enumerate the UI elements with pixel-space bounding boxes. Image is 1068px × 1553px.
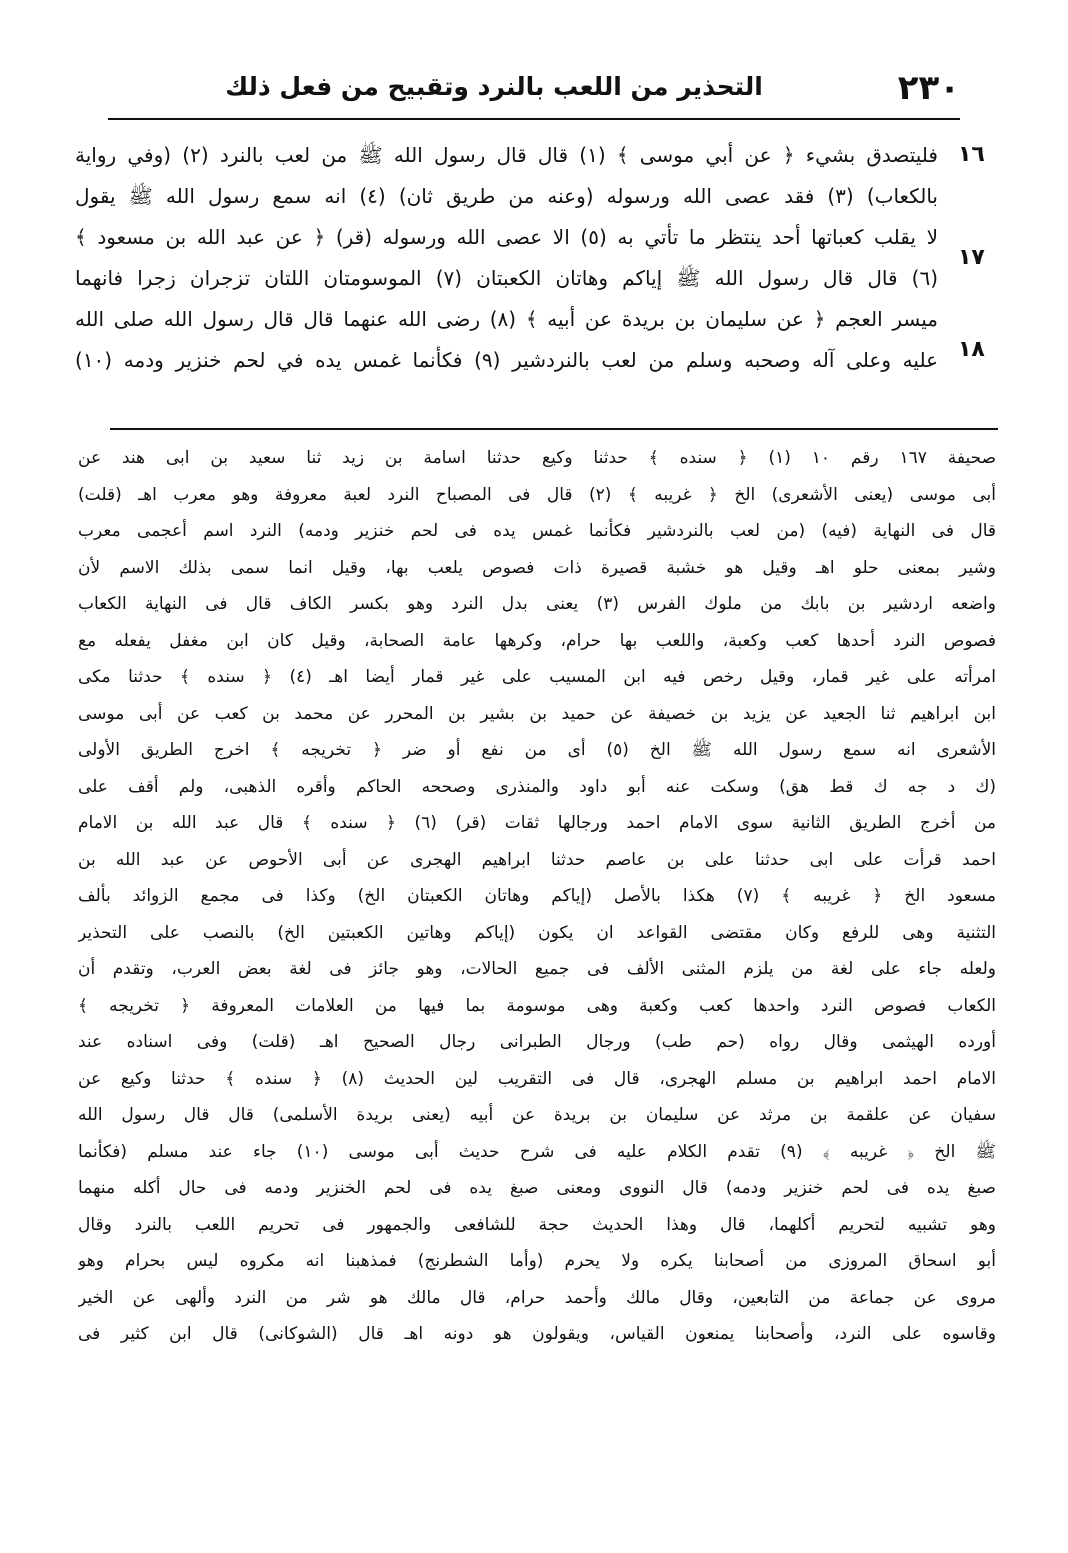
footnote-line: أبو اسحاق المروزى من أصحابنا يكره ولا يحرم (وأما الشطرنج) فمذهبنا انه مكروه ليس بحرام وهو <box>78 1251 996 1271</box>
page-number: ٢٣٠ <box>897 68 960 108</box>
footnote-line: التثنية وهى للرفع وكان مقتضى القواعد ان يكون (إياكم وهاتين الكعبتين الخ) بالنصب على التحذير <box>78 922 996 943</box>
footnote-line: ﷺ الخ ﴿ غريبه ﴾ (٩) تقدم الكلام عليه فى شرح حديث أبى موسى (١٠) جاء عند مسلم (فكأنما <box>78 1141 996 1162</box>
main-text-line: ميسر العجم ﴿ عن سليمان بن بريدة عن أبيه ﴾ (٨) رضى الله عنهما قال قال رسول الله صلى الله <box>75 307 938 331</box>
footnote-line: الكعاب فصوص النرد واحدها كعب وكعبة وهى موسومة بما فيها من العلامات المعروفة ﴿ تخريجه ﴾ <box>78 995 996 1016</box>
main-text-line: لا يقلب كعباتها أحد ينتظر ما تأتي به (٥) الا عصى الله ورسوله (قر) ﴿ عن عبد الله بن مسعود ﴾ <box>75 225 938 249</box>
footnote-line: صحيفة ١٦٧ رقم ١٠ (١) ﴿ سنده ﴾ حدثنا وكيع حدثنا اسامة بن زيد ثنا سعيد بن ابى هند عن <box>78 448 996 468</box>
footnote-line: احمد قرأت على ابى حدثنا على بن عاصم حدثنا ابراهيم الهجرى عن أبى الأحوص عن عبد الله بن <box>78 849 996 870</box>
footnote-line: الامام احمد ابراهيم بن مسلم الهجرى، قال فى التقريب لين الحديث (٨) ﴿ سنده ﴾ حدثنا وكيع عن <box>78 1068 996 1089</box>
line-number: ١٦ <box>958 142 985 167</box>
main-text-line: (٦) قال قال رسول الله ﷺ إياكم وهاتان الكعبتان (٧) الموسومتان اللتان تزجران زجرا فانهما <box>75 266 938 290</box>
running-title: التحذير من اللعب بالنرد وتقبيح من فعل ذلك <box>225 72 763 101</box>
footnote-divider <box>110 428 998 430</box>
page-header <box>108 64 960 120</box>
footnote-line: أورده الهيثمى وقال رواه (حم طب) ورجال الطبرانى رجال الصحيح اهـ (قلت) وفى اسناده عند <box>78 1032 996 1052</box>
footnote-line: (ك د جه ك قط هق) وسكت عنه أبو داود والمنذرى وصححه الحاكم وأقره الذهبى، ولم أقف على <box>78 776 996 797</box>
footnote-line: من أخرج الطريق الثانية سوى الامام احمد ورجالها ثقات (قر) (٦) ﴿ سنده ﴾ قال عبد الله بن الامام <box>78 813 996 833</box>
footnote-line: وشير بمعنى حلو اهـ وقيل هو خشبة قصيرة ذات فصوص يلعب بها، وقيل انما سمى بذلك الاسم لأن <box>78 557 996 578</box>
footnote-line: الأشعرى انه سمع رسول الله ﷺ الخ (٥) أى من نفع أو ضر ﴿ تخريجه ﴾ اخرج الطريق الأولى <box>78 740 996 760</box>
footnote-line: ولعله جاء على لغة من يلزم المثنى الألف فى جميع الحالات، وهو جائز فى لغة بعض العرب، وتقدم أن <box>78 959 996 979</box>
footnote-line: مروى عن جماعة من التابعين، وقال مالك وأحمد حرام، قال مالك هو شر من النرد وألهى عن الخير <box>78 1287 996 1308</box>
footnote-line: سفيان عن علقمة بن مرثد عن سليمان بن بريدة عن أبيه (يعنى بريدة الأسلمى) قال قال رسول الله <box>78 1105 996 1125</box>
main-text-line: بالكعاب) (٣) فقد عصى الله ورسوله (وعنه من طريق ثان) (٤) انه سمع رسول الله ﷺ يقول <box>75 184 938 208</box>
footnote-line: مسعود الخ ﴿ غريبه ﴾ (٧) هكذا بالأصل (إياكم وهاتان الكعبتان الخ) وكذا فى مجمع الزوائد بألف <box>78 886 996 906</box>
footnote-line: وهو تشبيه لتحريم أكلهما، قال وهذا الحديث حجة للشافعى والجمهور فى تحريم اللعب بالنرد وقال <box>78 1214 996 1235</box>
main-text <box>75 135 938 420</box>
line-number: ١٨ <box>958 337 985 362</box>
footnotes <box>78 440 996 1535</box>
main-text-line: عليه وعلى آله وصحبه وسلم من لعب بالنردشير (٩) فكأنما غمس يده في لحم خنزير ودمه (١٠) <box>75 348 938 372</box>
footnote-line: امرأته على غير قمار، وقيل رخص فيه ابن المسيب على غير قمار أيضا اهـ (٤) ﴿ سنده ﴾ حدثنا مكى <box>78 667 996 687</box>
footnote-line: فصوص النرد أحدها كعب وكعبة، واللعب بها حرام، وكرهها عامة الصحابة، وقيل كان ابن مغفل يفعله مع <box>78 630 996 651</box>
footnote-line: ابن ابراهيم ثنا الجعيد عن يزيد بن خصيفة عن حميد بن بشير بن المحرر عن محمد بن كعب عن أبى موسى <box>78 703 996 724</box>
footnote-line: صبغ يده فى لحم خنزير ودمه) قال النووى ومعنى صبغ يده فى لحم الخنزير ودمه فى حال أكله منهما <box>78 1178 996 1198</box>
footnote-line: واضعه اردشير بن بابك من ملوك الفرس (٣) يعنى بدل النرد وهو بكسر الكاف قال فى النهاية الكعاب <box>78 594 996 614</box>
line-number: ١٧ <box>958 245 985 270</box>
footnote-line: أبى موسى (يعنى الأشعرى) الخ ﴿ غريبه ﴾ (٢) قال فى المصباح النرد لعبة معروفة وهو معرب اهـ (قلت) <box>78 484 996 505</box>
footnote-line: قال فى النهاية (فيه) (من لعب بالنردشير فكأنما غمس يده فى لحم خنزير ودمه) النرد اسم أعجمى معرب <box>78 521 996 541</box>
footnote-line: وقاسوه على النرد، وأصحابنا يمنعون القياس، ويقولون هو دونه اهـ قال (الشوكانى) قال ابن كثير فى <box>78 1324 996 1344</box>
main-text-line: فليتصدق بشيء ﴿ عن أبي موسى ﴾ (١) قال قال رسول الله ﷺ من لعب بالنرد (٢) (وفي رواية <box>75 143 938 167</box>
